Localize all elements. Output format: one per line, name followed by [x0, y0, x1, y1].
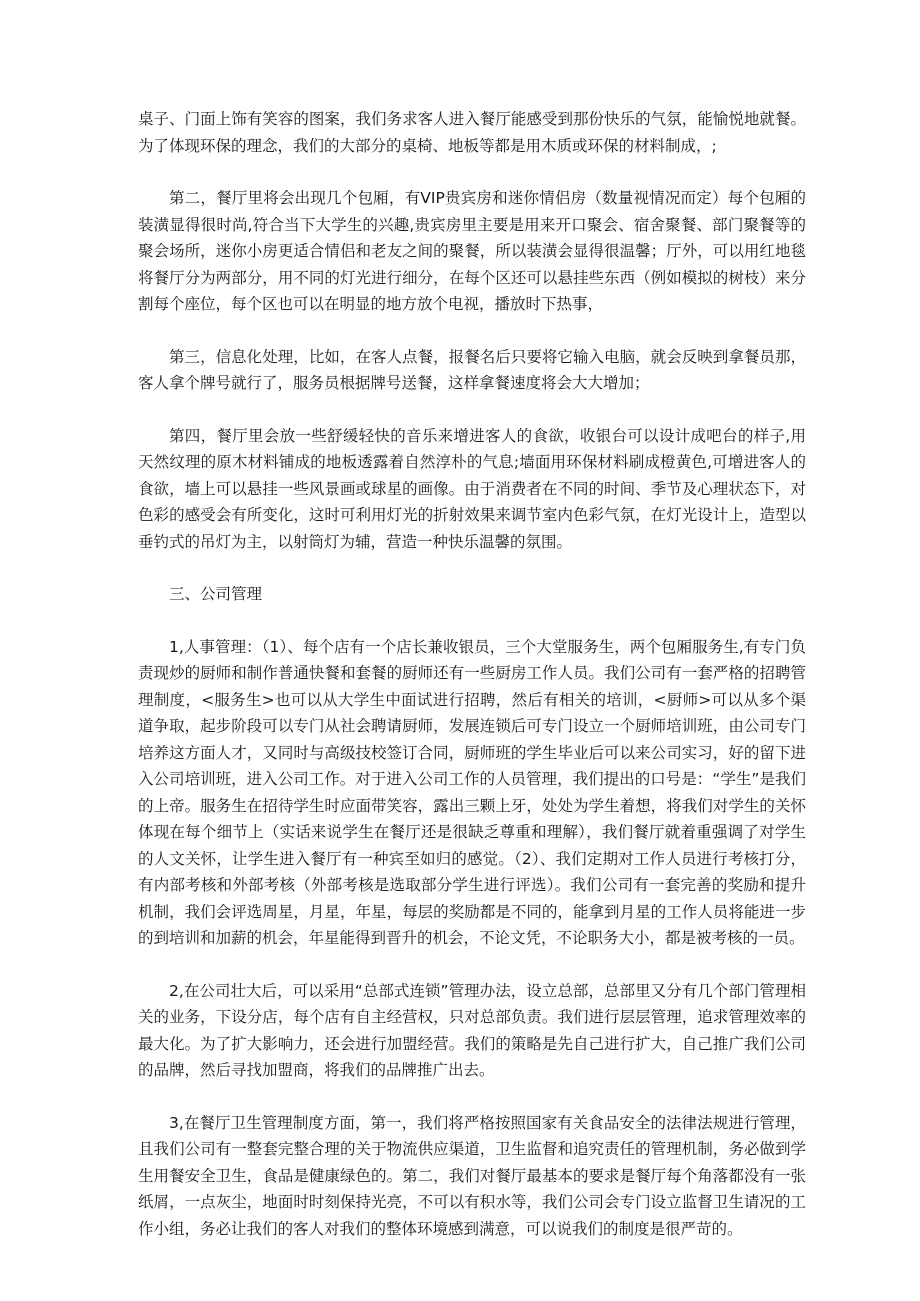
paragraph-third-information-system: 第三，信息化处理，比如，在客人点餐，报餐名后只要将它输入电脑，就会反映到拿餐员那，客人拿个牌号就行了，服务员根据牌号送餐，这样拿餐速度将会大大增加；: [138, 347, 806, 392]
paragraph-personnel-management: 1,人事管理：（1）、每个店有一个店长兼收银员，三个大堂服务生，两个包厢服务生,有专门负责现炒的厨师和制作普通快餐和套餐的厨师还有一些厨房工作人员。我们公司有一套严格的招聘管理制度，<服务生>也可以从大学生中面试进行招聘，然后有相关的培训，<厨师>可以从多个渠道争取，起步阶段可以专门从社会聘请厨师，发展连锁后可专门设立一个厨师培训班，由公司专门培养这方面人才，又同时与高级技校签订合同，厨师班的学生毕业后可以来公司实习，好的留下进入公司培训班，进入公司工作。对于进入公司工作的人员管理，我们提出的口号是：“学生”是我们的上帝。服务生在招待学生时应面带笑容，露出三颗上牙，处处为学生着想，将我们对学生的关怀体现在每个细节上（实话来说学生在餐厅还是很缺乏尊重和理解），我们餐厅就着重强调了对学生的人文关怀，让学生进入餐厅有一种宾至如归的感觉。（2）、我们定期对工作人员进行考核打分，有内部考核和外部考核（外部考核是选取部分学生进行评选）。我们公司有一套完善的奖励和提升机制，我们会评选周星，月星，年星，每层的奖励都是不同的，能拿到月星的工作人员将能进一步的到培训和加薪的机会，年星能得到晋升的机会，不论文凭，不论职务大小，都是被考核的一员。: [138, 637, 806, 947]
document-page: [138, 106, 806, 1268]
paragraph-hygiene-management: 3,在餐厅卫生管理制度方面，第一，我们将严格按照国家有关食品安全的法律法规进行管理，且我们公司有一整套完整合理的关于物流供应渠道，卫生监督和追究责任的管理机制，务必做到学生用餐安全卫生，食品是健康绿色的。第二，我们对餐厅最基本的要求是餐厅每个角落都没有一张纸屑，一点灰尘，地面时时刻保持光亮，不可以有积水等，我们公司会专门设立监督卫生请况的工作小组，务必让我们的客人对我们的整体环境感到满意，可以说我们的制度是很严苛的。: [138, 1113, 806, 1238]
section-heading-company-management: 三、公司管理: [169, 585, 263, 603]
paragraph-second-private-rooms: 第二，餐厅里将会出现几个包厢，有VIP贵宾房和迷你情侣房（数量视情况而定）每个包厢的装潢显得很时尚,符合当下大学生的兴趣,贵宾房里主要是用来开口聚会、宿舍聚餐、部门聚餐等的聚会场所，迷你小房更适合情侣和老友之间的聚餐，所以装潢会显得很温馨；厅外，可以用红地毯将餐厅分为两部分，用不同的灯光进行细分，在每个区还可以悬挂些东西（例如模拟的树枝）来分割每个座位，每个区也可以在明显的地方放个电视，播放时下热事，: [138, 189, 806, 313]
paragraph-decor-and-materials: 桌子、门面上饰有笑容的图案，我们务求客人进入餐厅能感受到那份快乐的气氛，能愉悦地就餐。为了体现环保的理念，我们的大部分的桌椅、地板等都是用木质或环保的材料制成，;: [138, 110, 806, 155]
paragraph-fourth-atmosphere: 第四，餐厅里会放一些舒缓轻快的音乐来增进客人的食欲，收银台可以设计成吧台的样子,用天然纹理的原木材料铺成的地板透露着自然淳朴的气息;墙面用环保材料刷成橙黄色,可增进客人的食欲，墙上可以悬挂一些风景画或球星的画像。由于消费者在不同的时间、季节及心理状态下，对色彩的感受会有所变化，这时可利用灯光的折射效果来调节室内色彩气氛，在灯光设计上，造型以垂钓式的吊灯为主，以射筒灯为辅，营造一种快乐温馨的氛围。: [138, 426, 806, 551]
paragraph-chain-management: 2,在公司壮大后，可以采用“总部式连锁”管理办法，设立总部，总部里又分有几个部门管理相关的业务，下设分店，每个店有自主经营权，只对总部负责。我们进行层层管理，追求管理效率的最大化。为了扩大影响力，还会进行加盟经营。我们的策略是先自己进行扩大，自己推广我们公司的品牌，然后寻找加盟商，将我们的品牌推广出去。: [138, 981, 806, 1079]
